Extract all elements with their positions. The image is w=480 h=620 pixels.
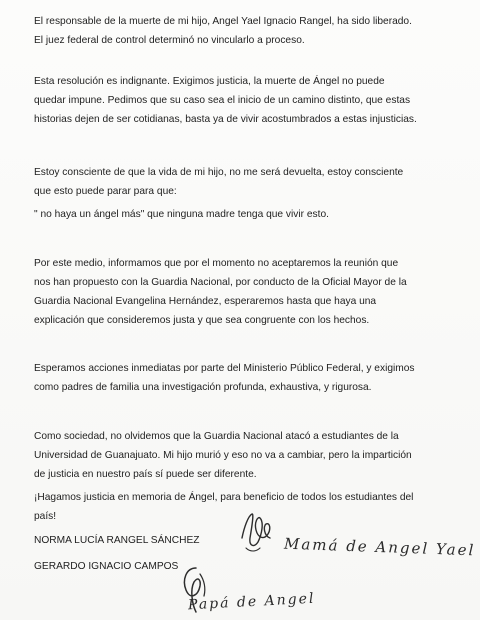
text-line: Universidad de Guanajuato. Mi hijo murió y eso no va a cambiar, pero la impartición xyxy=(34,450,412,461)
paragraph-meeting-refusal xyxy=(34,254,446,330)
text-line: " no haya un ángel más" que ninguna madre tenga que vivir esto. xyxy=(34,209,329,220)
text-line: Esta resolución es indignante. Exigimos justicia, la muerte de Ángel no puede xyxy=(34,76,385,87)
text-line: que esto puede parar para que: xyxy=(34,186,177,197)
text-line: país! xyxy=(34,511,57,522)
mother-signature-scribble xyxy=(234,508,284,558)
text-line: El responsable de la muerte de mi hijo, Angel Yael Ignacio Rangel, ha sido liberado. xyxy=(34,16,412,27)
text-line: quedar impune. Pedimos que su caso sea el inicio de un camino distinto, que estas xyxy=(34,95,411,106)
text-line: Por este medio, informamos que por el momento no aceptaremos la reunión que xyxy=(34,258,399,269)
text-line: Esperamos acciones inmediatas por parte del Ministerio Público Federal, y exigimos xyxy=(34,363,415,374)
text-line: de justicia en nuestro país sí puede ser diferente. xyxy=(34,469,257,480)
paragraph-quote xyxy=(34,205,446,224)
paragraph-society xyxy=(34,427,446,484)
text-line: El juez federal de control determinó no vincularlo a proceso. xyxy=(34,35,305,46)
paragraph-awareness xyxy=(34,163,446,201)
father-handwritten-label: Papá de Angel xyxy=(187,590,316,614)
paragraph-demand-justice xyxy=(34,72,446,129)
paragraph-release-announcement xyxy=(34,12,446,50)
text-line: explicación que consideremos justa y que sea congruente con los hechos. xyxy=(34,315,370,326)
text-line: historias dejen de ser cotidianas, basta ya de vivir acostumbrados a estas injusticias. xyxy=(34,114,417,125)
text-line: Guardia Nacional Evangelina Hernández, esperaremos hasta que haya una xyxy=(34,296,377,307)
father-name: GERARDO IGNACIO CAMPOS xyxy=(34,561,179,572)
mother-name: NORMA LUCÍA RANGEL SÁNCHEZ xyxy=(34,535,200,546)
paragraph-actions-expected xyxy=(34,359,446,397)
text-line: Estoy consciente de que la vida de mi hijo, no me será devuelta, estoy consciente xyxy=(34,167,404,178)
text-line: ¡Hagamos justicia en memoria de Ángel, para beneficio de todos los estudiantes del xyxy=(34,492,414,503)
text-line: Como sociedad, no olvidemos que la Guardia Nacional atacó a estudiantes de la xyxy=(34,431,399,442)
mother-handwritten-label: Mamá de Angel Yael xyxy=(283,534,476,560)
text-line: como padres de familia una investigación profunda, exhaustiva, y rigurosa. xyxy=(34,382,372,393)
text-line: nos han propuesto con la Guardia Nacional, por conducto de la Oficial Mayor de la xyxy=(34,277,407,288)
